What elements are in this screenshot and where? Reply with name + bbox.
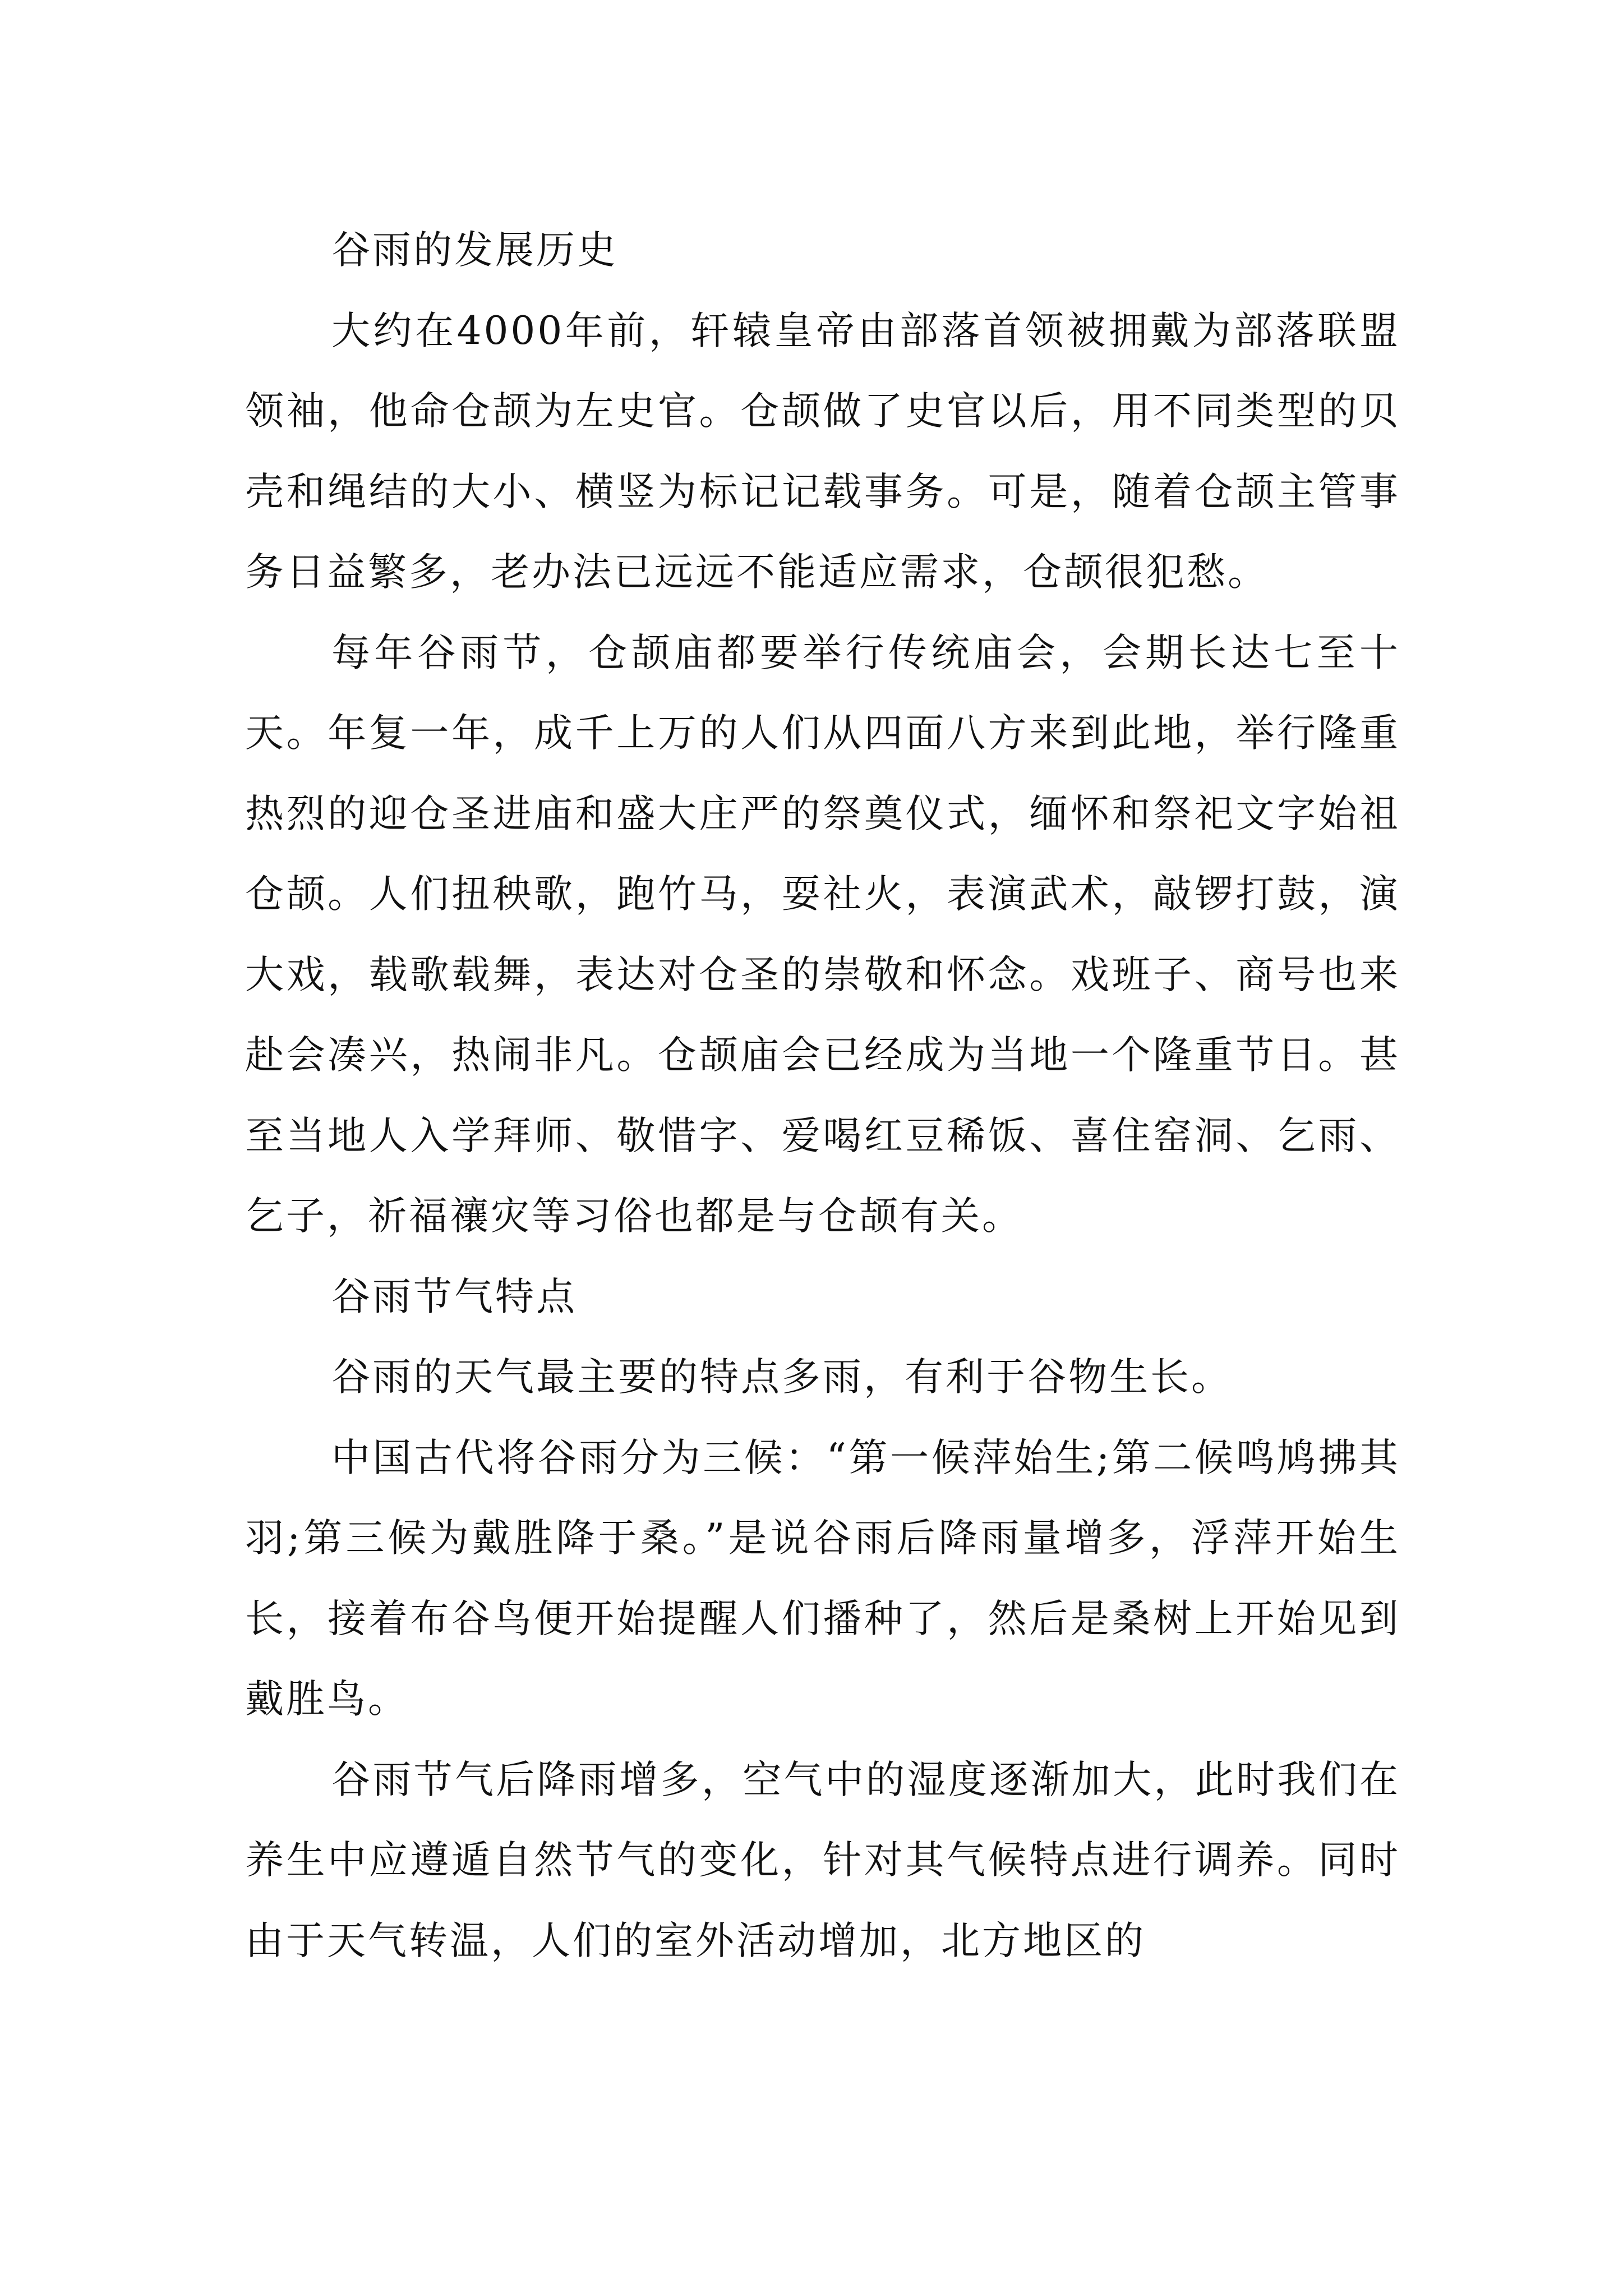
paragraph-health: 谷雨节气后降雨增多，空气中的湿度逐渐加大，此时我们在养生中应遵遁自然节气的变化，针对其气候特点进行调养。同时由于天气转温，人们的室外活动增加，北方地区的 [245,1757,1400,1963]
document-body [245,210,1400,1981]
paragraph-three-phases: 中国古代将谷雨分为三候：“第一候萍始生;第二候鸣鸠拂其羽;第三候为戴胜降于桑。”是说谷雨后降雨量增多，浮萍开始生长，接着布谷鸟便开始提醒人们播种了，然后是桑树上开始见到戴胜鸟。 [245,1435,1400,1722]
paragraph-cangjie-origin: 大约在4000年前，轩辕皇帝由部落首领被拥戴为部落联盟领袖，他命仓颉为左史官。仓颉做了史官以后，用不同类型的贝壳和绳结的大小、横竖为标记记载事务。可是，随着仓颉主管事务日益繁多，老办法已远远不能适应需求，仓颉很犯愁。 [245,308,1400,595]
section-heading-history: 谷雨的发展历史 [331,228,618,273]
paragraph-temple-fair: 每年谷雨节，仓颉庙都要举行传统庙会，会期长达七至十天。年复一年，成千上万的人们从四面八方来到此地，举行隆重热烈的迎仓圣进庙和盛大庄严的祭奠仪式，缅怀和祭祀文字始祖仓颉。人们扭秧歌，跑竹马，耍社火，表演武术，敲锣打鼓，演大戏，载歌载舞，表达对仓圣的崇敬和怀念。戏班子、商号也来赴会凑兴，热闹非凡。仓颉庙会已经成为当地一个隆重节日。甚至当地人入学拜师、敬惜字、爱喝红豆稀饭、喜住窑洞、乞雨、乞子，祈福禳灾等习俗也都是与仓颉有关。 [245,630,1400,1239]
section-heading-characteristics: 谷雨节气特点 [331,1274,577,1319]
paragraph-weather: 谷雨的天气最主要的特点多雨，有利于谷物生长。 [331,1355,1232,1400]
